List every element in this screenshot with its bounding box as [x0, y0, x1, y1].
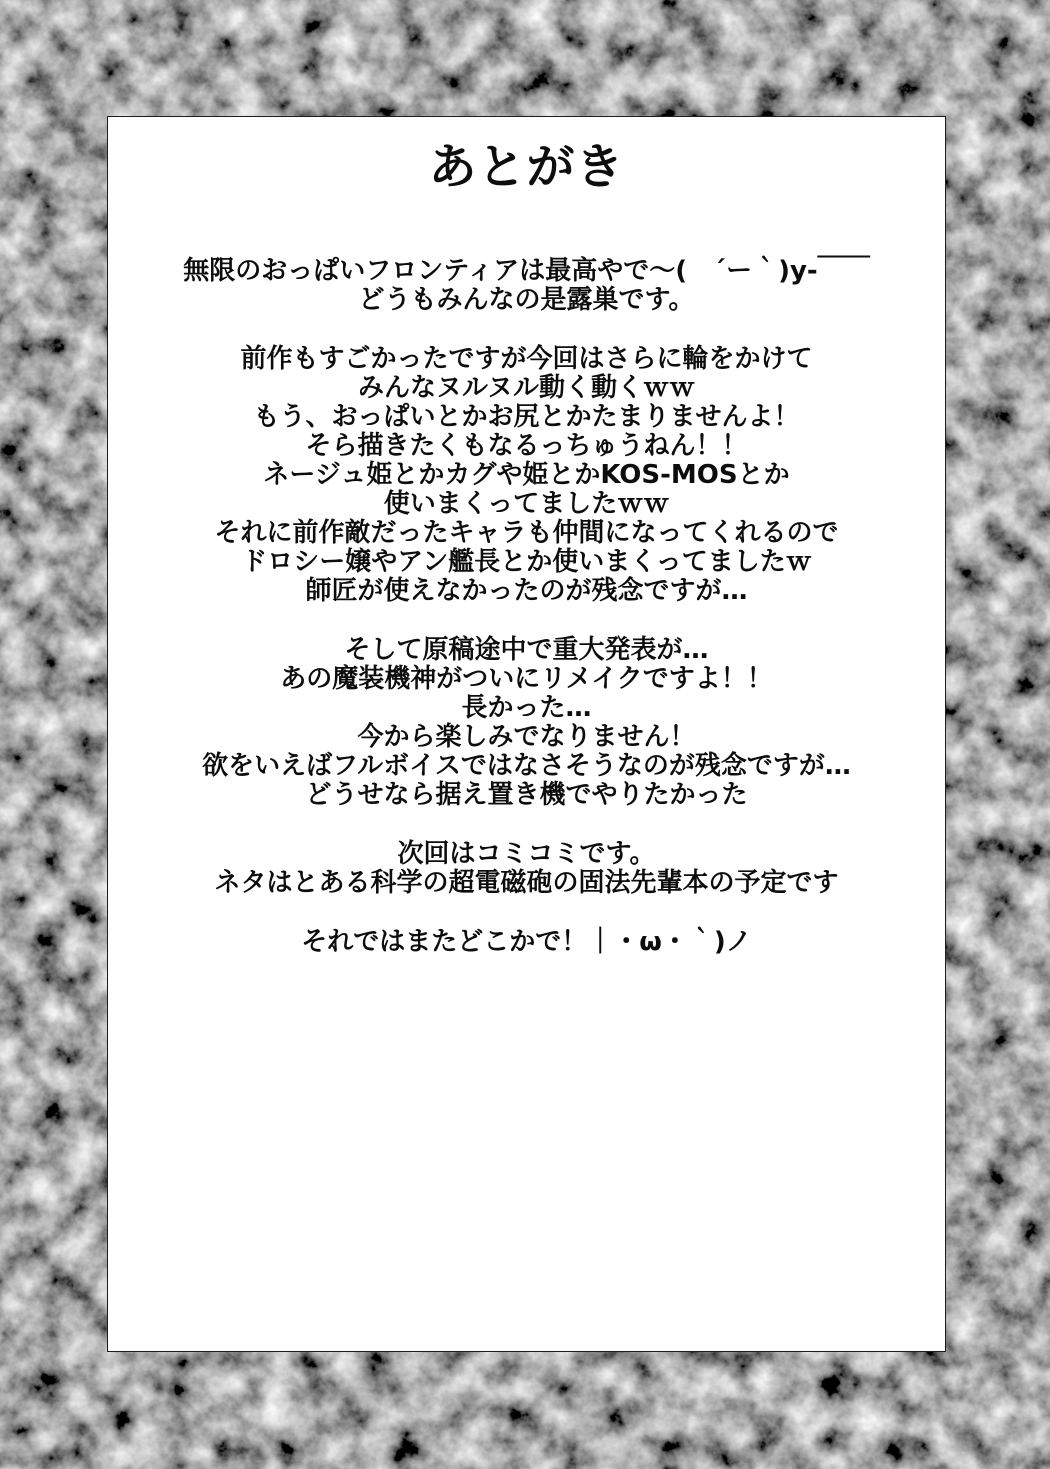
text-line: 今から楽しみでなりません！ — [357, 722, 696, 752]
text-line: みんなヌルヌル動く動くｗｗ — [358, 373, 695, 403]
afterword-page — [107, 116, 946, 1352]
text-line: 無限のおっぱいフロンティアは最高やで～( ´ー｀)y-￣￣ — [183, 256, 870, 286]
text-line: もう、おっぱいとかお尻とかたまりませんよ！ — [253, 402, 800, 432]
text-line: ドロシー嬢やアン艦長とか使いまくってましたｗ — [241, 547, 812, 577]
afterword-title: あとがき — [428, 139, 625, 195]
afterword-paragraph-intro — [108, 257, 945, 315]
afterword-paragraph-signoff — [108, 928, 945, 957]
text-line: 使いまくってましたｗｗ — [383, 489, 670, 519]
text-line: 長かった… — [461, 693, 592, 723]
text-line: あの魔装機神がついにリメイクですよ！！ — [280, 664, 773, 694]
text-line: 前作もすごかったですが今回はさらに輪をかけて — [240, 344, 813, 374]
text-line: 欲をいえばフルボイスではなさそうなのが残念ですが… — [202, 751, 851, 781]
text-line: それではまたどこかで！｜・ω・｀)ノ — [301, 927, 752, 957]
afterword-paragraph-announcement — [108, 636, 945, 810]
text-line: 次回はコミコミです。 — [397, 839, 656, 869]
text-line: どうもみんなの是露巣です。 — [358, 285, 695, 315]
text-line: そして原稿途中で重大発表が… — [344, 635, 709, 665]
afterword-paragraph-game-impressions — [108, 345, 945, 606]
text-line: どうせなら据え置き機でやりたかった — [305, 780, 748, 810]
afterword-body — [108, 257, 945, 957]
afterword-paragraph-next-work — [108, 840, 945, 898]
text-line: それに前作敵だったキャラも仲間になってくれるので — [214, 518, 839, 548]
text-line: そら描きたくもなるっちゅうねん！！ — [305, 431, 748, 461]
text-line: 師匠が使えなかったのが残念ですが… — [305, 576, 748, 606]
text-line: ネージュ姫とかカグや姫とかKOS-MOSとか — [263, 460, 790, 490]
text-line: ネタはとある科学の超電磁砲の固法先輩本の予定です — [214, 868, 839, 898]
